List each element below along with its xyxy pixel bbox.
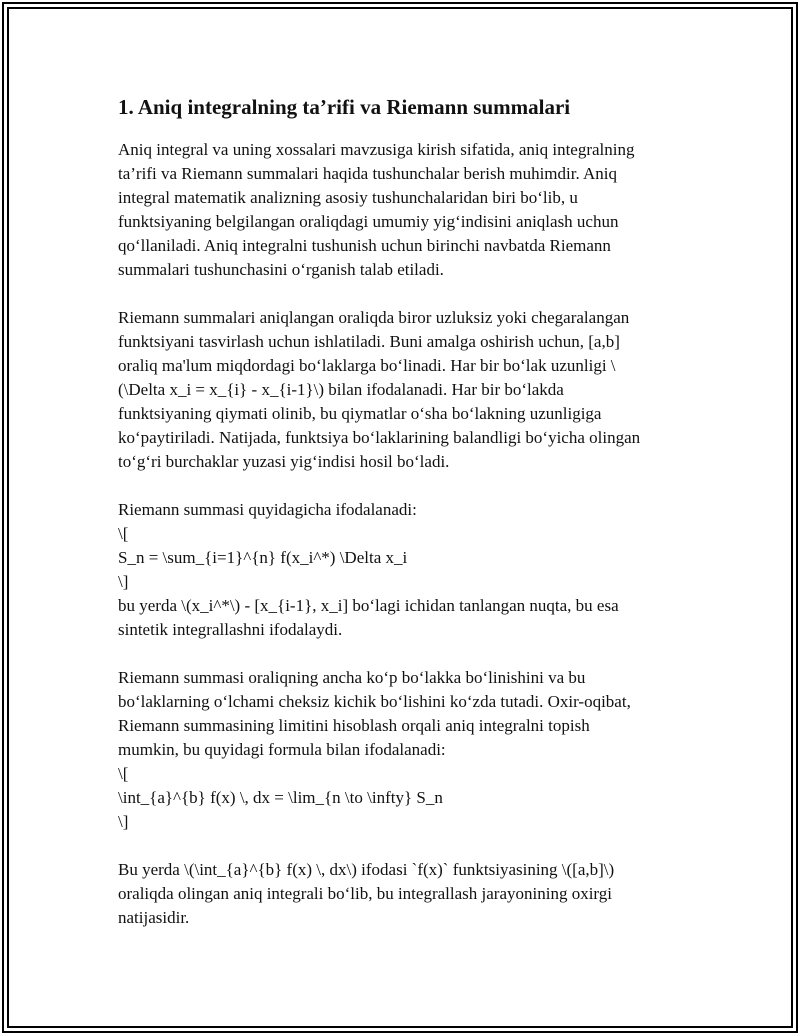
formula-delimiter: \[ [118, 524, 129, 543]
formula-line: S_n = \sum_{i=1}^{n} f(x_i^*) \Delta x_i [118, 548, 408, 567]
formula-delimiter: \] [118, 572, 129, 591]
text-line: oraliq ma'lum miqdordagi bo‘laklarga bo‘linadi. Har bir bo‘lak uzunligi \ [118, 356, 616, 375]
text-line: ko‘paytiriladi. Natijada, funktsiya bo‘laklarining balandligi bo‘yicha olingan [118, 428, 641, 447]
paragraph-conclusion [118, 858, 698, 930]
text-line: integral matematik analizning asosiy tushunchalaridan biri bo‘lib, u [118, 188, 578, 207]
section-heading: 1. Aniq integralning ta’rifi va Riemann summalari [118, 95, 571, 119]
document-body [118, 92, 698, 954]
text-line: sintetik integrallashni ifodalaydi. [118, 620, 343, 639]
text-line: Bu yerda \(\int_{a}^{b} f(x) \, dx\) ifodasi `f(x)` funktsiyasining \([a,b]\) [118, 860, 615, 879]
text-line: funktsiyani tasvirlash uchun ishlatiladi. Buni amalga oshirish uchun, [a,b] [118, 332, 620, 351]
paragraph-limit [118, 666, 698, 834]
paragraph-riemann-sums [118, 306, 698, 474]
text-line: ta’rifi va Riemann summalari haqida tushunchalar berish muhimdir. Aniq [118, 164, 618, 183]
text-line: Riemann summasining limitini hisoblash orqali aniq integralni topish [118, 716, 590, 735]
text-line: to‘g‘ri burchaklar yuzasi yig‘indisi hosil bo‘ladi. [118, 452, 450, 471]
text-line: (\Delta x_i = x_{i} - x_{i-1}\) bilan ifodalanadi. Har bir bo‘lakda [118, 380, 564, 399]
text-line: summalari tushunchasini o‘rganish talab etiladi. [118, 260, 444, 279]
paragraph-riemann-formula [118, 498, 698, 642]
text-line: funktsiyaning qiymati olinib, bu qiymatlar o‘sha bo‘lakning uzunligiga [118, 404, 602, 423]
formula-delimiter: \] [118, 812, 129, 831]
text-line: bo‘laklarning o‘lchami cheksiz kichik bo‘lishini ko‘zda tutadi. Oxir-oqibat, [118, 692, 631, 711]
text-line: Riemann summasi quyidagicha ifodalanadi: [118, 500, 417, 519]
text-line: Aniq integral va uning xossalari mavzusiga kirish sifatida, aniq integralning [118, 140, 635, 159]
text-line: natijasidir. [118, 908, 190, 927]
text-line: qo‘llaniladi. Aniq integralni tushunish uchun birinchi navbatda Riemann [118, 236, 611, 255]
formula-line: \int_{a}^{b} f(x) \, dx = \lim_{n \to \infty} S_n [118, 788, 443, 807]
text-line: funktsiyaning belgilangan oraliqdagi umumiy yig‘indisini aniqlash uchun [118, 212, 619, 231]
text-line: Riemann summalari aniqlangan oraliqda biror uzluksiz yoki chegaralangan [118, 308, 630, 327]
formula-delimiter: \[ [118, 764, 129, 783]
text-line: Riemann summasi oraliqning ancha ko‘p bo‘lakka bo‘linishini va bu [118, 668, 586, 687]
text-line: oraliqda olingan aniq integrali bo‘lib, bu integrallash jarayonining oxirgi [118, 884, 612, 903]
paragraph-intro [118, 138, 698, 282]
text-line: bu yerda \(x_i^*\) - [x_{i-1}, x_i] bo‘lagi ichidan tanlangan nuqta, bu esa [118, 596, 619, 615]
text-line: mumkin, bu quyidagi formula bilan ifodalanadi: [118, 740, 446, 759]
